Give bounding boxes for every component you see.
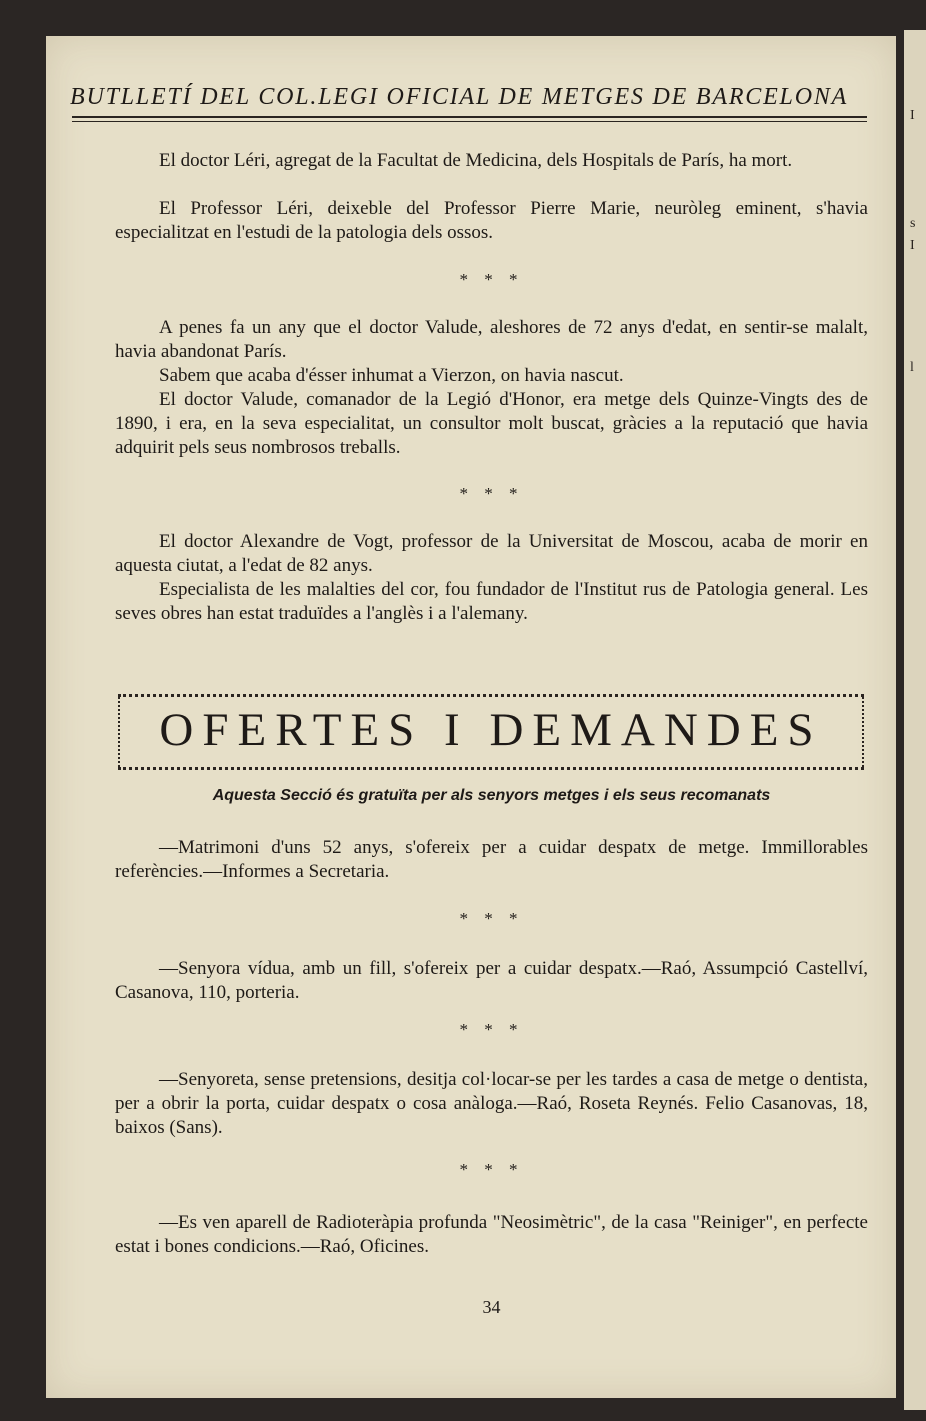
paragraph: El Professor Léri, deixeble del Professor Pierre Marie, neuròleg eminent, s'havia especialitzat en l'estudi de la patologia dels ossos. bbox=[115, 198, 868, 243]
adjacent-page-fragment: I bbox=[910, 238, 915, 253]
separator-asterisks: * * * bbox=[459, 1020, 524, 1039]
header-rule bbox=[72, 116, 867, 118]
section-subtitle: Aquesta Secció és gratuïta per als senyors metges i els seus recomanats bbox=[212, 787, 771, 804]
paragraph: El doctor Valude, comanador de la Legió d'Honor, era metge dels Quinze-Vingts des de 1890, i era, en la seva especialitat, un consultor molt buscat, gràcies a la reputació que havia adquirit pels seus nombrosos treballs. bbox=[115, 389, 868, 458]
classified-ad: —Senyora vídua, amb un fill, s'ofereix per a cuidar despatx.—Raó, Assumpció Castellví, Casanova, 110, porteria. bbox=[115, 958, 868, 1003]
paragraph: A penes fa un any que el doctor Valude, aleshores de 72 anys d'edat, en sentir-se malalt, havia abandonat París. bbox=[115, 317, 868, 362]
adjacent-page-fragment: I bbox=[910, 108, 915, 123]
adjacent-page-fragment: l bbox=[910, 360, 914, 375]
paragraph: Especialista de les malalties del cor, fou fundador de l'Institut rus de Patologia general. Les seves obres han estat traduïdes a l'anglès i a l'alemany. bbox=[115, 579, 868, 624]
page-number: 34 bbox=[482, 1297, 501, 1317]
separator-asterisks: * * * bbox=[459, 270, 524, 289]
adjacent-page-fragment: s bbox=[910, 216, 916, 231]
paragraph: El doctor Léri, agregat de la Facultat de Medicina, dels Hospitals de París, ha mort. bbox=[159, 150, 793, 171]
section-title-box bbox=[118, 694, 864, 770]
classified-ad: —Senyoreta, sense pretensions, desitja col·locar-se per les tardes a casa de metge o dentista, per a obrir la porta, cuidar despatx o cosa anàloga.—Raó, Roseta Reynés. Felio Casanovas, 18, baixos (Sans). bbox=[115, 1069, 868, 1138]
paragraph: El doctor Alexandre de Vogt, professor de la Universitat de Moscou, acaba de morir en aquesta ciutat, a l'edat de 82 anys. bbox=[115, 531, 868, 576]
separator-asterisks: * * * bbox=[459, 1160, 524, 1179]
separator-asterisks: * * * bbox=[459, 909, 524, 928]
running-header: BUTLLETÍ DEL COL.LEGI OFICIAL DE METGES DE BARCELONA bbox=[70, 84, 849, 110]
header-rule bbox=[72, 121, 867, 122]
section-title: OFERTES I DEMANDES bbox=[159, 704, 823, 756]
adjacent-page-edge bbox=[904, 30, 926, 1410]
classified-ad: —Matrimoni d'uns 52 anys, s'ofereix per a cuidar despatx de metge. Immillorables referències.—Informes a Secretaria. bbox=[115, 837, 868, 882]
paragraph: Sabem que acaba d'ésser inhumat a Vierzon, on havia nascut. bbox=[159, 365, 624, 386]
separator-asterisks: * * * bbox=[459, 484, 524, 503]
classified-ad: —Es ven aparell de Radioteràpia profunda "Neosimètric", de la casa "Reiniger", en perfecte estat i bones condicions.—Raó, Oficines. bbox=[115, 1212, 868, 1257]
